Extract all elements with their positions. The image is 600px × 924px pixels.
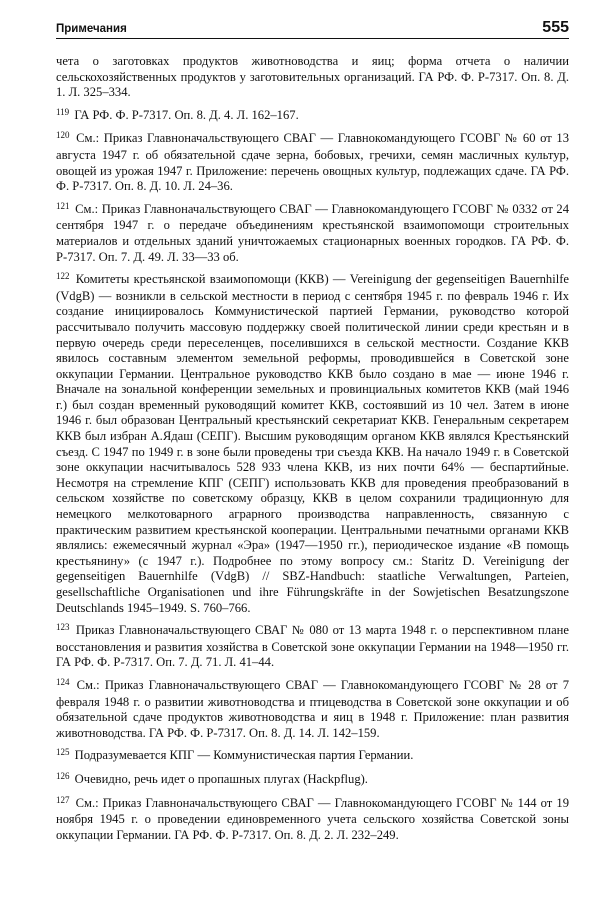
endnote-text: См.: Приказ Главноначальствующего СВАГ — Главнокомандующего ГСОВГ № 60 от 13 августа 1947 г. об обязательной сдаче зерна, бобовых, гречихи, семян масличных культур, овощей из урожая 1947 г. Приложение: перечень овощных культур, подлежащих сдаче. ГА РФ. Ф. Р-7317. Оп. 8. Д. 10. Л. 24–36. bbox=[56, 131, 569, 194]
endnote-continuation bbox=[56, 54, 569, 101]
endnote-number: 124 bbox=[56, 676, 70, 687]
endnote-number: 126 bbox=[56, 770, 70, 781]
endnotes bbox=[56, 54, 569, 843]
endnote-127 bbox=[56, 796, 569, 844]
endnote-number: 120 bbox=[56, 130, 70, 141]
endnote-119 bbox=[56, 108, 569, 125]
endnote-text: См.: Приказ Главноначальствующего СВАГ — Главнокомандующего ГСОВГ № 144 от 19 ноября 1945 г. о проведении единовременного учета сельского хозяйства Советской зоны оккупации Германии. ГА РФ. Ф. Р-7317. Оп. 8. Д. 2. Л. 232–249. bbox=[56, 795, 569, 842]
endnote-125 bbox=[56, 748, 569, 765]
section-title: Примечания bbox=[56, 23, 127, 35]
endnote-number: 127 bbox=[56, 794, 70, 805]
endnote-120 bbox=[56, 131, 569, 194]
endnote-text: Приказ Главноначальствующего СВАГ № 080 от 13 марта 1948 г. о перспективном плане восстановления и развития хозяйства в Советской зоне оккупации Германии на 1948—1950 гг. ГА РФ. Ф. Р-7317. Оп. 7. Д. 71. Л. 41–44. bbox=[56, 623, 570, 670]
page-number: 555 bbox=[542, 19, 569, 36]
endnote-text: чета о заготовках продуктов животноводства и яиц; форма отчета о наличии сельскохозяйственных продуктов у заготовительных организаций. ГА РФ. Ф. Р-7317. Оп. 8. Д. 1. Л. 325–334. bbox=[56, 54, 569, 100]
endnote-number: 123 bbox=[56, 622, 70, 633]
endnote-number: 119 bbox=[56, 106, 70, 117]
running-header bbox=[56, 18, 569, 39]
endnote-text: Очевидно, речь идет о пропашных плугах (Hackpflug). bbox=[74, 771, 368, 786]
endnote-text: ГА РФ. Ф. Р-7317. Оп. 8. Д. 4. Л. 162–167. bbox=[74, 107, 299, 122]
endnote-121 bbox=[56, 202, 569, 265]
endnote-text: Подразумевается КПГ — Коммунистическая партия Германии. bbox=[74, 748, 414, 763]
endnote-123 bbox=[56, 623, 569, 671]
endnote-126 bbox=[56, 772, 569, 789]
endnote-number: 125 bbox=[56, 747, 70, 758]
endnote-124 bbox=[56, 678, 569, 741]
endnote-number: 121 bbox=[56, 200, 70, 211]
endnote-text: См.: Приказ Главноначальствующего СВАГ — Главнокомандующего ГСОВГ № 28 от 7 февраля 1948 г. о развитии животноводства и птицеводства в Советской зоне оккупации и об обязательной сдаче продуктов животноводства и яиц в 1948 г. Приложение: план развития животноводства. ГА РФ. Ф. Р-7317. Оп. 8. Д. 14. Л. 142–159. bbox=[56, 677, 569, 740]
page bbox=[56, 18, 569, 850]
endnote-text: См.: Приказ Главноначальствующего СВАГ — Главнокомандующего ГСОВГ № 0332 от 24 сентября 1947 г. о передаче объединениям крестьянской взаимопомощи строительных материалов и отдельных зданий уничтожаемых стационарных военных городков. ГА РФ. Ф. Р-7317. Оп. 7. Д. 49. Л. 33—33 об. bbox=[56, 201, 569, 264]
endnote-122 bbox=[56, 272, 569, 616]
endnote-text: Комитеты крестьянской взаимопомощи (ККВ) — Vereinigung der gegenseitigen Bauernhilfe (VdgB) — возникли в сельской местности в период с сентября 1945 г. по февраль 1946 г. Их создание инициировалось Коммунистической партией Германии, руководство которой рассчитывало получить массовую поддержку своей политической линии среди крестьян и в первую очередь среди переселенцев, поселившихся в сельской местности. Создание ККВ явилось составным элементом земельной реформы, проводившейся в Советской зоне оккупации Германии. Центральное руководство ККВ было создано в мае — июне 1946 г. Вначале на зональной конференции земельных и провинциальных комитетов ККВ (май 1946 г.) был создан временный руководящий комитет ККВ, состоявший из 10 чел. Затем в июне 1946 г. был образован Центральный крестьянский секретариат ККВ. Генеральным секретарем ККВ был избран А.Ядаш (СЕПГ). Высшим руководящим органом ККВ являлся Крестьянский съезд. С 1947 по 1949 г. в зоне были проведены три съезда ККВ. На начало 1949 г. в Советской зоне оккупации насчитывалось 528 933 члена ККВ, из них почти 64% — беспартийные. Несмотря на стремление КПГ (СЕПГ) использовать ККВ для проведения преобразований в сельском хозяйстве по советскому образцу, ККВ в целом сохранили традиционную для немецкого мелкотоварного аграрного производства направленность, связанную с практическим развитием крестьянской кооперации. Центральными печатными органами ККВ являлись: ежемесячный журнал «Эра» (1947—1950 гг.), периодическое издание «В помощь крестьянину» (с 1947 г.). Подробнее по этому вопросу см.: Staritz D. Vereinigung der gegenseitigen Bauernhilfe (VdgB) // SBZ-Handbuch: staatliche Verwaltungen, Parteien, gesellschaftliche Organisationen und ihre Führungskräfte in der Sowjetischen Besatzungszone Deutschlands 1945–1949. S. 760–766. bbox=[56, 272, 569, 615]
endnote-number: 122 bbox=[56, 271, 70, 282]
